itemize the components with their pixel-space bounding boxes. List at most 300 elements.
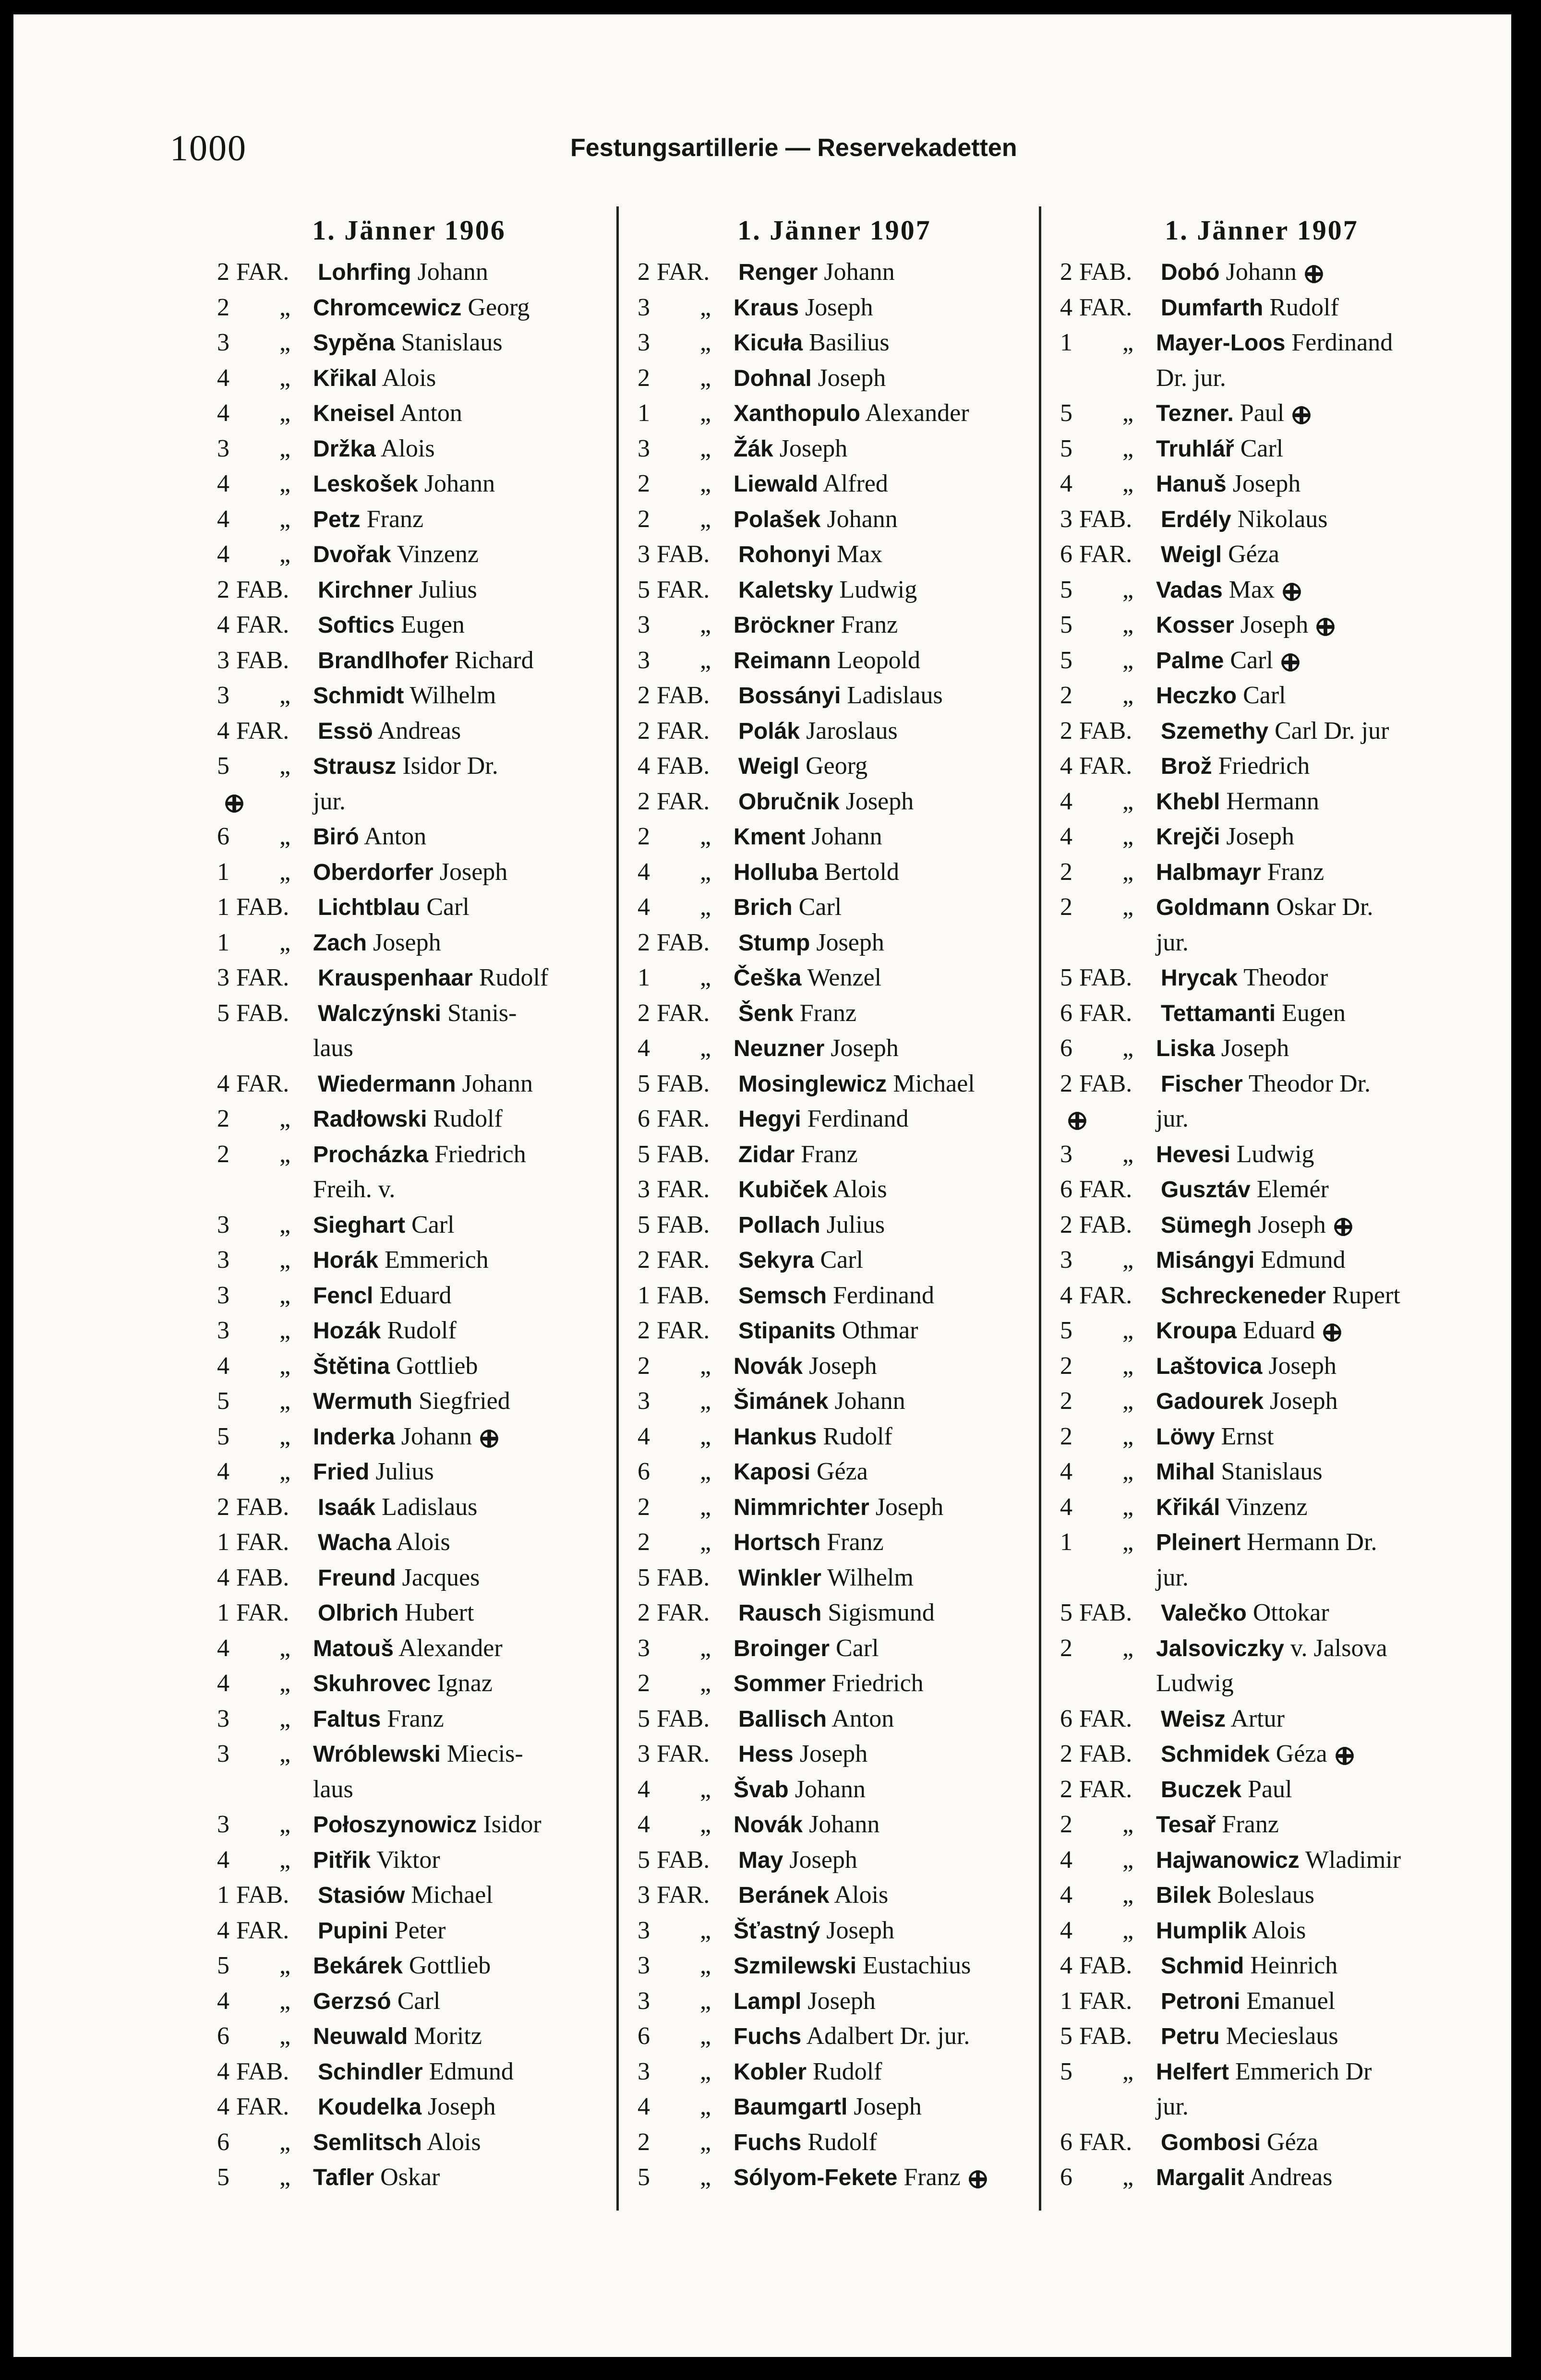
roster-entry [638, 431, 1031, 467]
unit-abbrev: FAB. [236, 1563, 289, 1591]
entry-number: 5 [217, 1952, 229, 1979]
entry-number: 1 [217, 1528, 229, 1556]
given-name: Franz [1222, 1811, 1279, 1838]
entry-number: 4 [638, 1811, 650, 1838]
entry-continuation [1060, 1666, 1463, 1701]
deceased-cross-icon [1322, 1322, 1343, 1343]
deceased-cross-icon [1291, 405, 1312, 426]
unit-abbrev: FAB. [1079, 505, 1132, 533]
unit-abbrev: FAR. [1079, 1705, 1132, 1732]
roster-entry [1060, 431, 1463, 467]
entry-number: 2 [217, 1105, 229, 1132]
given-name: Johann [809, 1811, 880, 1838]
entry-number: 4 [217, 2057, 229, 2085]
surname: Štětina [313, 1353, 390, 1379]
given-name: Johann [795, 1775, 866, 1803]
roster-entry [638, 713, 1031, 749]
entry-number: 4 [638, 858, 650, 886]
ditto-mark: „ [700, 858, 711, 886]
entry-number: 5 [217, 2164, 229, 2191]
surname: Mayer-Loos [1156, 330, 1286, 356]
entry-number: 4 [638, 1775, 650, 1803]
entry-number: 3 [638, 541, 650, 568]
surname: Sekyra [738, 1248, 814, 1273]
roster-entry [1060, 1383, 1463, 1419]
ditto-mark: „ [1122, 893, 1134, 921]
surname: Koudelka [318, 2094, 422, 2120]
entry-number: 2 [638, 1317, 650, 1344]
running-title: Festungsartillerie — Reservekadetten [570, 134, 1017, 162]
roster-entry [1060, 396, 1463, 431]
given-name: Joseph [805, 293, 873, 321]
roster-entry [217, 713, 601, 749]
ditto-mark: „ [1122, 646, 1134, 674]
entry-number: 2 [638, 682, 650, 709]
surname: Szmilewski [734, 1953, 857, 1979]
ditto-mark: „ [700, 1422, 711, 1450]
roster-entry [1060, 2125, 1463, 2160]
given-name: Alois [426, 2128, 481, 2156]
given-name: Adalbert Dr. jur. [806, 2022, 970, 2050]
roster-entry [217, 1454, 601, 1490]
given-name: Johann [827, 505, 898, 533]
surname: Držka [313, 436, 376, 462]
ditto-mark: „ [700, 2057, 711, 2085]
surname: Freund [318, 1565, 396, 1591]
surname: Brož [1161, 754, 1212, 779]
given-name: Stanislaus [1221, 1458, 1323, 1485]
entry-number: 4 [638, 893, 650, 921]
given-name: Peter [394, 1916, 446, 1944]
ditto-mark: „ [1122, 1881, 1134, 1909]
entry-number: 5 [638, 1563, 650, 1591]
column-heading: 1. Jänner 1907 [1165, 215, 1359, 246]
entry-number: 4 [217, 1916, 229, 1944]
column-heading: 1. Jänner 1907 [737, 215, 931, 246]
surname: Zidar [738, 1142, 795, 1167]
roster-entry [217, 2160, 601, 2195]
ditto-mark: „ [279, 1987, 291, 2015]
surname: Strausz [313, 754, 397, 779]
unit-abbrev: FAB. [1079, 717, 1132, 745]
ditto-mark: „ [700, 470, 711, 497]
unit-abbrev: FAR. [657, 1740, 710, 1767]
surname: Sommer [734, 1671, 826, 1696]
surname: Misángyi [1156, 1248, 1255, 1273]
roster-entry [1060, 1772, 1463, 1807]
entry-number: 6 [1060, 1705, 1072, 1732]
ditto-mark: „ [700, 1916, 711, 1944]
entry-number: 2 [1060, 893, 1072, 921]
surname: Polák [738, 718, 800, 744]
roster-entry [1060, 1066, 1463, 1102]
unit-abbrev: FAR. [236, 611, 289, 638]
given-name: Johann [824, 258, 895, 286]
given-name: Richard [455, 646, 534, 674]
entry-number: 1 [1060, 1987, 1072, 2015]
entry-number: 5 [1060, 576, 1072, 603]
roster-entry [217, 1101, 601, 1137]
given-name: Elemér [1256, 1176, 1329, 1203]
roster-entry [638, 2089, 1031, 2125]
ditto-mark: „ [1122, 787, 1134, 815]
entry-number: 6 [638, 1105, 650, 1132]
entry-number: 1 [638, 964, 650, 991]
roster-entry [1060, 325, 1463, 361]
unit-abbrev: FAR. [1079, 1987, 1132, 2015]
surname: Kicuła [734, 330, 803, 356]
unit-abbrev: FAB. [236, 893, 289, 921]
entry-number: 4 [1060, 1881, 1072, 1909]
given-name: Sigismund [828, 1599, 935, 1626]
surname: Křikál [1156, 1494, 1220, 1520]
entry-number: 4 [217, 1987, 229, 2015]
ditto-mark: „ [1122, 1493, 1134, 1521]
entry-number: 2 [1060, 1775, 1072, 1803]
surname: Semsch [738, 1283, 827, 1309]
given-name: Joseph [818, 364, 886, 392]
ditto-mark: „ [700, 2093, 711, 2120]
given-name: Joseph [1270, 1387, 1338, 1415]
unit-abbrev: FAR. [657, 258, 710, 286]
roster-entry [1060, 819, 1463, 854]
ditto-mark: „ [1122, 1246, 1134, 1274]
roster-entry [217, 537, 601, 572]
ditto-mark: „ [1122, 858, 1134, 886]
given-name: Vinzenz [397, 541, 479, 568]
deceased-cross-icon [479, 1428, 500, 1449]
surname: Schmid [1161, 1953, 1244, 1979]
ditto-mark: „ [279, 1211, 291, 1238]
surname: Sümegh [1161, 1212, 1252, 1238]
ditto-mark: „ [700, 434, 711, 462]
entry-number: 5 [638, 1211, 650, 1238]
entry-number: 2 [217, 1140, 229, 1168]
given-name: Alexander [865, 399, 969, 427]
surname: Neuwald [313, 2024, 408, 2049]
entry-number: 4 [217, 2093, 229, 2120]
entry-number: 3 [217, 646, 229, 674]
entry-number: 6 [217, 2128, 229, 2156]
ditto-mark: „ [1122, 682, 1134, 709]
given-name: Joseph [845, 787, 914, 815]
entry-number: 2 [1060, 1070, 1072, 1097]
roster-entry [217, 1983, 601, 2019]
surname: Fried [313, 1459, 370, 1485]
surname: Hanuš [1156, 471, 1227, 497]
entry-number: 2 [1060, 858, 1072, 886]
roster-entry [217, 502, 601, 537]
entry-number: 3 [638, 1387, 650, 1415]
surname: Pleinert [1156, 1530, 1241, 1555]
given-name: Rudolf [479, 964, 549, 991]
roster-entry [638, 290, 1031, 325]
continuation-text: laus [313, 1775, 353, 1803]
entry-number: 3 [638, 646, 650, 674]
surname: Petru [1161, 2024, 1220, 2049]
surname: Kirchner [318, 577, 413, 603]
entry-number: 3 [638, 1987, 650, 2015]
entry-number: 2 [1060, 1634, 1072, 1662]
given-name: Carl Dr. jur [1275, 717, 1389, 745]
surname: Skuhrovec [313, 1671, 431, 1696]
given-name: Oskar [380, 2164, 440, 2191]
ditto-mark: „ [1122, 1140, 1134, 1168]
roster-entry [638, 960, 1031, 996]
roster-entry [1060, 678, 1463, 713]
continuation-text: jur. [1156, 1105, 1189, 1132]
surname: Hess [738, 1742, 794, 1767]
surname: Bossányi [738, 683, 841, 709]
given-name: Emmerich Dr [1235, 2057, 1372, 2085]
roster-entry [217, 466, 601, 502]
ditto-mark: „ [1122, 329, 1134, 356]
ditto-mark: „ [700, 1034, 711, 1062]
surname: Lampl [734, 1988, 802, 2014]
roster-entry [1060, 748, 1463, 784]
roster-entry [1060, 1525, 1463, 1560]
roster-entry [217, 396, 601, 431]
entry-number: 2 [638, 1599, 650, 1626]
given-name: Ludwig [1236, 1140, 1314, 1168]
given-name: Georg [806, 752, 868, 780]
entry-number: 3 [638, 293, 650, 321]
surname: Obručnik [738, 789, 840, 815]
ditto-mark: „ [279, 1281, 291, 1309]
surname: Schindler [318, 2059, 423, 2085]
roster-entry [217, 2125, 601, 2160]
given-name: Max [1228, 576, 1275, 603]
unit-abbrev: FAB. [1079, 1952, 1132, 1979]
entry-number: 4 [217, 1634, 229, 1662]
given-name: Rupert [1332, 1281, 1400, 1309]
roster-entry [638, 2054, 1031, 2090]
given-name: Joseph [1221, 1034, 1289, 1062]
unit-abbrev: FAR. [1079, 1281, 1132, 1309]
ditto-mark: „ [1122, 1458, 1134, 1485]
roster-entry [1060, 1948, 1463, 1983]
continuation-text: Dr. jur. [1156, 364, 1226, 392]
deceased-cross-icon [1281, 581, 1302, 602]
roster-entry [217, 2054, 601, 2090]
given-name: Emanuel [1246, 1987, 1336, 2015]
surname: Kubiček [738, 1177, 828, 1202]
surname: Ballisch [738, 1706, 827, 1732]
ditto-mark: „ [700, 1634, 711, 1662]
column-divider [616, 206, 619, 2211]
deceased-cross-icon [1333, 1216, 1354, 1238]
entry-number: 6 [1060, 541, 1072, 568]
ditto-mark: „ [279, 541, 291, 568]
entry-number: 5 [1060, 2057, 1072, 2085]
unit-abbrev: FAR. [657, 1105, 710, 1132]
surname: Biró [313, 824, 359, 850]
given-name: Joseph [1232, 470, 1301, 497]
given-name: Alexander [398, 1634, 503, 1662]
given-name: Alois [834, 1881, 889, 1909]
roster-entry [217, 1807, 601, 1842]
given-name: Joseph [439, 858, 508, 886]
unit-abbrev: FAR. [657, 717, 710, 745]
unit-abbrev: FAB. [1079, 258, 1132, 286]
roster-entry [638, 1207, 1031, 1243]
surname: Dumfarth [1161, 295, 1264, 321]
roster-entry [1060, 1313, 1463, 1348]
ditto-mark: „ [279, 293, 291, 321]
surname: Švab [734, 1777, 789, 1803]
roster-entry [638, 1454, 1031, 1490]
surname: Lohrfing [318, 260, 411, 285]
roster-entry [1060, 1207, 1463, 1243]
given-name: Joseph [831, 1034, 899, 1062]
roster-entry [638, 748, 1031, 784]
roster-entry [1060, 960, 1463, 996]
given-name: Eduard [1243, 1317, 1315, 1344]
entry-number: 5 [1060, 611, 1072, 638]
given-name: Boleslaus [1217, 1881, 1314, 1909]
given-name: Géza [1276, 1740, 1327, 1767]
given-name: Johann [834, 1387, 905, 1415]
unit-abbrev: FAR. [236, 1070, 289, 1097]
roster-entry [638, 819, 1031, 854]
roster-entry [1060, 1137, 1463, 1172]
surname: Erdély [1161, 506, 1231, 532]
roster-entry [1060, 1595, 1463, 1631]
entry-continuation [1060, 361, 1463, 396]
unit-abbrev: FAR. [1079, 999, 1132, 1027]
unit-abbrev: FAB. [1079, 1211, 1132, 1238]
entry-number: 1 [217, 1881, 229, 1909]
roster-entry [1060, 1419, 1463, 1454]
ditto-mark: „ [279, 1317, 291, 1344]
roster-entry [638, 396, 1031, 431]
roster-entry [217, 996, 601, 1031]
roster-entry [1060, 996, 1463, 1031]
roster-entry [1060, 1490, 1463, 1525]
roster-entry [1060, 1877, 1463, 1913]
page-number: 1000 [170, 128, 247, 168]
given-name: Carl [798, 893, 842, 921]
entry-number: 2 [1060, 1352, 1072, 1380]
surname: Krejči [1156, 824, 1220, 850]
entry-number: 3 [638, 1634, 650, 1662]
ditto-mark: „ [700, 646, 711, 674]
unit-abbrev: FAR. [1079, 293, 1132, 321]
surname: Šťastný [734, 1918, 820, 1944]
roster-entry [638, 854, 1031, 890]
given-name: Andreas [377, 717, 461, 745]
ditto-mark: „ [279, 823, 291, 850]
unit-abbrev: FAB. [236, 999, 289, 1027]
surname: Kment [734, 824, 806, 850]
surname: Brandlhofer [318, 648, 449, 673]
ditto-mark: „ [279, 1422, 291, 1450]
given-name: Alois [1252, 1916, 1306, 1944]
surname: Jalsoviczky [1156, 1635, 1284, 1661]
surname: Hortsch [734, 1530, 821, 1555]
surname: Dohnal [734, 365, 812, 391]
given-name: Joseph [807, 1987, 876, 2015]
entry-number: 2 [638, 823, 650, 850]
ditto-mark: „ [279, 858, 291, 886]
given-name: Stanis- [447, 999, 517, 1027]
entry-number: 3 [217, 434, 229, 462]
entry-number: 4 [217, 364, 229, 392]
unit-abbrev: FAR. [657, 787, 710, 815]
surname: Liska [1156, 1036, 1215, 1061]
surname: Neuzner [734, 1036, 825, 1061]
roster-entry [1060, 290, 1463, 325]
given-name: Johann [811, 823, 882, 850]
surname: Buczek [1161, 1777, 1242, 1803]
roster-entry [1060, 1242, 1463, 1278]
roster-entry [217, 678, 601, 713]
given-name: Carl [820, 1246, 864, 1274]
surname: Žák [734, 436, 773, 462]
given-name: v. Jalsova [1290, 1634, 1387, 1662]
surname: Brich [734, 895, 793, 920]
entry-number: 3 [217, 1811, 229, 1838]
entry-number: 4 [1060, 1493, 1072, 1521]
surname: Tezner. [1156, 401, 1234, 426]
surname: Horák [313, 1248, 379, 1273]
surname: Helfert [1156, 2059, 1229, 2085]
entry-number: 4 [217, 1846, 229, 1874]
ditto-mark: „ [279, 1705, 291, 1732]
roster-entry [1060, 2160, 1463, 2195]
given-name: Heinrich [1250, 1952, 1338, 1979]
ditto-mark: „ [279, 1105, 291, 1132]
entry-number: 6 [1060, 2128, 1072, 2156]
given-name: Géza [1228, 541, 1279, 568]
unit-abbrev: FAB. [657, 541, 710, 568]
surname: Gusztáv [1161, 1177, 1251, 1202]
given-name: Hermann Dr. [1247, 1528, 1377, 1556]
roster-entry [638, 537, 1031, 572]
roster-entry [217, 1736, 601, 1772]
given-name: Ferdinand [833, 1281, 934, 1309]
ditto-mark: „ [1122, 470, 1134, 497]
surname: Stasiów [318, 1883, 405, 1908]
entry-continuation [217, 1031, 601, 1066]
given-name: Andreas [1249, 2164, 1333, 2191]
surname: Stipanits [738, 1318, 836, 1344]
surname: Kosser [1156, 613, 1234, 638]
ditto-mark: „ [279, 1846, 291, 1874]
roster-entry [1060, 1631, 1463, 1666]
given-name: Joseph [809, 1352, 877, 1380]
ditto-mark: „ [1122, 1916, 1134, 1944]
surname: Kneisel [313, 401, 395, 426]
roster-entry [217, 325, 601, 361]
given-name: Isidor Dr. [402, 752, 498, 780]
roster-entry [638, 1772, 1031, 1807]
unit-abbrev: FAB. [657, 1070, 710, 1097]
entry-number: 3 [638, 1916, 650, 1944]
surname: Lichtblau [318, 895, 421, 920]
surname: Fuchs [734, 2129, 802, 2155]
roster-entry [1060, 1172, 1463, 1207]
roster-entry [217, 431, 601, 467]
ditto-mark: „ [279, 2022, 291, 2050]
entry-number: 4 [217, 541, 229, 568]
given-name: Mecieslaus [1226, 2022, 1338, 2050]
entry-number: 3 [1060, 1140, 1072, 1168]
entry-number: 5 [638, 576, 650, 603]
roster-entry [217, 361, 601, 396]
given-name: Max [836, 541, 883, 568]
surname: Hankus [734, 1424, 817, 1450]
